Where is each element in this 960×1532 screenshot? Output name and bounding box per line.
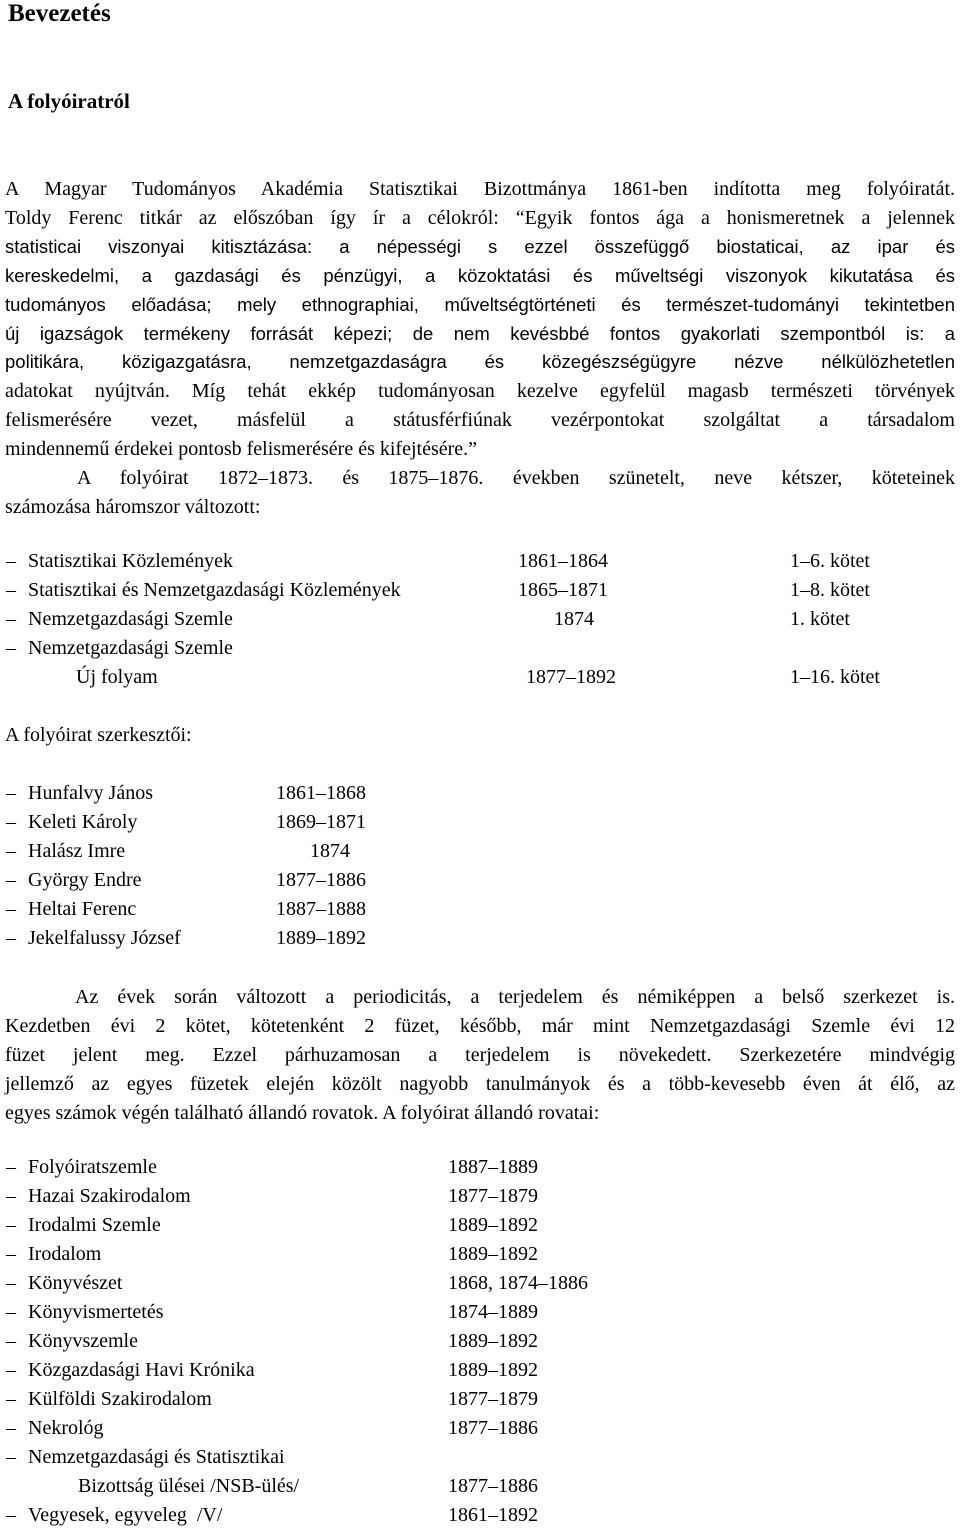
intro-line: statisticai viszonyai kitisztázása: a népességi s ezzel összefüggő biostaticai, az ipar és: [5, 235, 955, 257]
page-title: Bevezetés: [8, 0, 111, 27]
column-name: Könyvészet: [28, 1272, 123, 1294]
dash-icon: –: [6, 1388, 16, 1410]
periodicity-paragraph: [5, 983, 955, 1128]
column-name: Külföldi Szakirodalom: [28, 1388, 212, 1410]
intro-line: mindennemű érdekei pontosb felismerésére és kifejtésére.”: [5, 438, 478, 461]
title-name: Új folyam: [76, 666, 158, 688]
column-name: Irodalmi Szemle: [28, 1214, 161, 1236]
title-name: Statisztikai és Nemzetgazdasági Közlemények: [28, 579, 401, 601]
dash-icon: –: [6, 1301, 16, 1323]
editor-years: 1874: [310, 840, 350, 862]
intro-line: politikára, közigazgatásra, nemzetgazdaságra és közegészségügyre nézve nélkülözhetetlen: [5, 351, 955, 373]
intro-line: új igazságok termékeny forrását képezi; de nem kevésbbé fontos gyakorlati szempontból is: a: [5, 322, 955, 344]
title-volumes: 1–6. kötet: [790, 550, 870, 572]
editor-years: 1889–1892: [276, 927, 366, 949]
dash-icon: –: [6, 1359, 16, 1381]
dash-icon: –: [6, 579, 16, 601]
title-years: 1874: [554, 608, 594, 630]
dash-icon: –: [6, 1330, 16, 1352]
column-name: Könyvismertetés: [28, 1301, 164, 1323]
intro-line: Toldy Ferenc titkár az előszóban így ír a célokról: “Egyik fontos ága a honismeretnek a jelennek: [5, 206, 955, 229]
column-name: Folyóiratszemle: [28, 1156, 157, 1178]
editor-name: Heltai Ferenc: [28, 898, 137, 920]
column-years: 1868, 1874–1886: [448, 1272, 588, 1294]
column-years: 1887–1889: [448, 1156, 538, 1178]
dash-icon: –: [6, 1185, 16, 1207]
intro-line: [5, 377, 955, 406]
column-years: 1877–1886: [448, 1417, 538, 1439]
title-volumes: 1–8. kötet: [790, 579, 870, 601]
periodicity-line: Az évek során változott a periodicitás, a terjedelem és némiképpen a belső szerkezet is.: [75, 986, 955, 1008]
title-name: Nemzetgazdasági Szemle: [28, 608, 233, 630]
dash-icon: –: [6, 927, 16, 949]
column-name: Nekrológ: [28, 1417, 104, 1439]
dash-icon: –: [6, 840, 16, 862]
editor-name: Jekelfalussy József: [28, 927, 181, 949]
column-years: 1877–1879: [448, 1388, 538, 1410]
column-name: Könyvszemle: [28, 1330, 138, 1352]
editor-years: 1877–1886: [276, 869, 366, 891]
periodicity-line: jellemző az egyes füzetek elején közölt nagyobb tanulmányok és a több-kevesebb éven át élő, az: [5, 1072, 955, 1095]
title-years: 1865–1871: [518, 579, 608, 601]
dash-icon: –: [6, 1243, 16, 1265]
dash-icon: –: [6, 1156, 16, 1178]
dash-icon: –: [6, 1446, 16, 1468]
dash-icon: –: [6, 1214, 16, 1236]
intro-line: kereskedelmi, a gazdasági és pénzügyi, a közoktatási és műveltségi viszonyok kikutatása és: [5, 264, 955, 286]
title-years: 1861–1864: [518, 550, 608, 572]
dash-icon: –: [6, 1504, 16, 1526]
dash-icon: –: [6, 1272, 16, 1294]
column-years: 1874–1889: [448, 1301, 538, 1323]
intro-line: felismerésére vezet, másfelül a státusférfiúnak vezérpontokat szolgáltat a társadalom: [5, 409, 955, 432]
intro-line: A Magyar Tudományos Akadémia Statisztikai Bizottmánya 1861-ben indította meg folyóiratát.: [5, 178, 955, 200]
editor-years: 1869–1871: [276, 811, 366, 833]
column-name: Hazai Szakirodalom: [28, 1185, 191, 1207]
editor-years: 1887–1888: [276, 898, 366, 920]
dash-icon: –: [6, 782, 16, 804]
periodicity-line: füzet jelent meg. Ezzel párhuzamosan a terjedelem is növekedett. Szerkezetére mindvégig: [5, 1043, 955, 1066]
title-name: Statisztikai Közlemények: [28, 550, 233, 572]
periodicity-line: egyes számok végén található állandó rovatok. A folyóirat állandó rovatai:: [5, 1101, 600, 1124]
dash-icon: –: [6, 898, 16, 920]
intro-paragraph: [5, 175, 955, 522]
title-years: 1877–1892: [526, 666, 616, 688]
intro-line: tudományos előadása; mely ethnographiai, műveltségtörténeti és természet-tudományi tekintetben: [5, 293, 955, 315]
title-name: Nemzetgazdasági Szemle: [28, 637, 233, 659]
column-years: 1889–1892: [448, 1243, 538, 1265]
column-name: Vegyesek, egyveleg /V/: [28, 1504, 223, 1526]
editors-heading: A folyóirat szerkesztői:: [5, 724, 192, 746]
column-years: 1861–1892: [448, 1504, 538, 1526]
column-years: 1889–1892: [448, 1359, 538, 1381]
column-years: 1889–1892: [448, 1330, 538, 1352]
intro-line: A folyóirat 1872–1873. és 1875–1876. években szünetelt, neve kétszer, köteteinek: [77, 467, 955, 490]
editor-years: 1861–1868: [276, 782, 366, 804]
column-name: Közgazdasági Havi Krónika: [28, 1359, 255, 1381]
title-volumes: 1. kötet: [790, 608, 850, 630]
editor-name: Halász Imre: [28, 840, 126, 862]
dash-icon: –: [6, 608, 16, 630]
editor-name: Keleti Károly: [28, 811, 138, 833]
column-years: 1889–1892: [448, 1214, 538, 1236]
dash-icon: –: [6, 550, 16, 572]
intro-line: számozása háromszor változott:: [5, 495, 261, 518]
dash-icon: –: [6, 869, 16, 891]
column-years: 1877–1879: [448, 1185, 538, 1207]
dash-icon: –: [6, 1417, 16, 1439]
section-title: A folyóiratról: [8, 89, 130, 113]
column-name: Irodalom: [28, 1243, 102, 1265]
title-volumes: 1–16. kötet: [790, 666, 880, 688]
editor-name: György Endre: [28, 869, 142, 891]
periodicity-line: Kezdetben évi 2 kötet, kötetenként 2 füzet, később, már mint Nemzetgazdasági Szemle évi 12: [5, 1014, 955, 1037]
dash-icon: –: [6, 637, 16, 659]
intro-line-text: adatokat nyújtván. Míg tehát ekkép tudományosan kezelve egyfelül magasb természeti törvények: [5, 380, 955, 403]
column-years: 1877–1886: [448, 1475, 538, 1497]
editor-name: Hunfalvy János: [28, 782, 153, 804]
column-name: Bizottság ülései /NSB-ülés/: [78, 1475, 300, 1497]
column-name: Nemzetgazdasági és Statisztikai: [28, 1446, 285, 1468]
dash-icon: –: [6, 811, 16, 833]
